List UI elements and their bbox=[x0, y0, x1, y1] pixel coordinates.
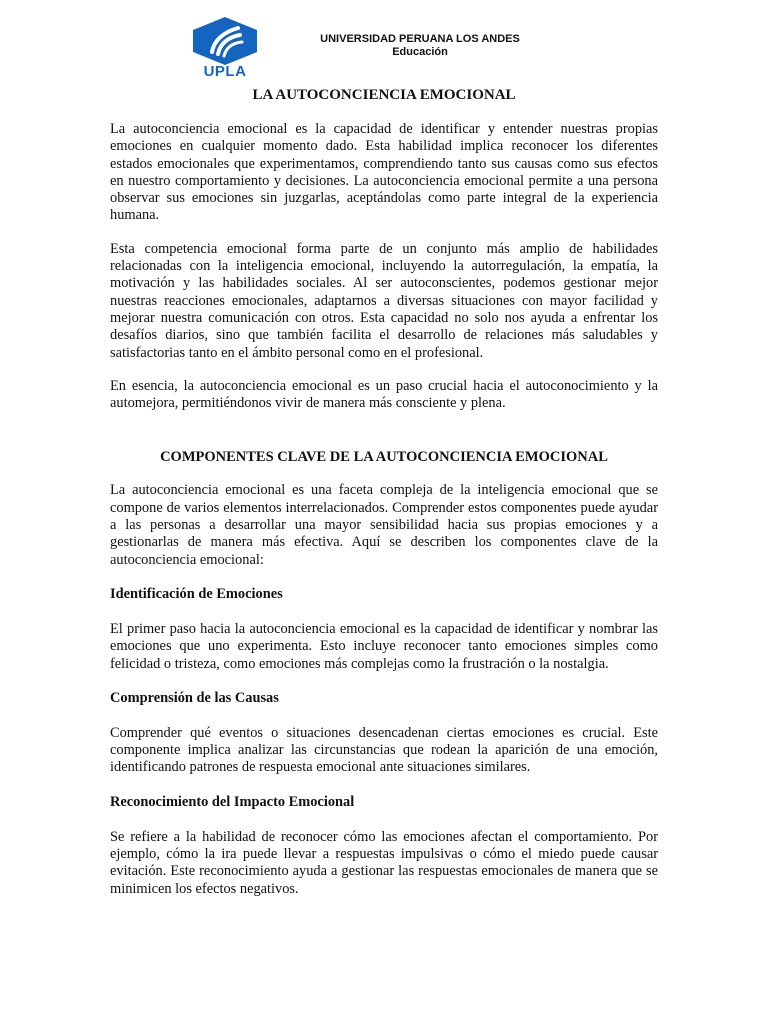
document-body bbox=[110, 121, 658, 914]
upla-logo bbox=[190, 16, 260, 82]
intro-paragraph-1: La autoconciencia emocional es la capacidad de identificar y entender nuestras propias emociones en cualquier momento dado. Esta habilidad implica reconocer los diferentes estados emocionales que experimentamos, comprendiendo tanto sus causas como sus efectos en nuestro comportamiento y decisiones. La autoconciencia emocional permite a una persona observar sus emociones sin juzgarlas, aceptándolas como parte integral de la experiencia humana. bbox=[110, 121, 658, 224]
university-header bbox=[290, 33, 550, 59]
subsection-text-impacto: Se refiere a la habilidad de reconocer cómo las emociones afectan el comportamiento. Por ejemplo, cómo la ira puede llevar a respuestas impulsivas o cómo el miedo puede causar evitación. Este reconocimiento ayuda a gestionar las respuestas emocionales de manera que se minimicen los efectos negativos. bbox=[110, 828, 658, 897]
upla-emblem-icon bbox=[190, 16, 260, 66]
subsection-heading-identificacion: Identificación de Emociones bbox=[110, 585, 283, 602]
university-name: UNIVERSIDAD PERUANA LOS ANDES bbox=[320, 33, 520, 45]
subsection-text-causas: Comprender qué eventos o situaciones desencadenan ciertas emociones es crucial. Este componente implica analizar las circunstancias que rodean la aparición de una emoción, identificando patrones de respuesta emocional ante situaciones similares. bbox=[110, 724, 658, 776]
faculty-name: Educación bbox=[392, 46, 448, 58]
logo-text: UPLA bbox=[203, 63, 247, 80]
subsection-heading-impacto: Reconocimiento del Impacto Emocional bbox=[110, 793, 355, 810]
subsection-text-identificacion: El primer paso hacia la autoconciencia emocional es la capacidad de identificar y nombrar las emociones que uno experimenta. Esto incluye reconocer tanto emociones simples como felicidad o tristeza, como emociones más complejas como la frustración o la nostalgia. bbox=[110, 620, 658, 672]
intro-paragraph-2: Esta competencia emocional forma parte de un conjunto más amplio de habilidades relacionadas con la inteligencia emocional, incluyendo la autorregulación, la empatía, la motivación y las habilidades sociales. Al ser autoconscientes, podemos gestionar mejor nuestras reacciones emocionales, adaptarnos a diversas situaciones con mayor facilidad y mejorar nuestra comunicación con otros. Esta capacidad no solo nos ayuda a enfrentar los desafíos diarios, sino que también facilita el desarrollo de relaciones más saludables y satisfactorias tanto en el ámbito personal como en el profesional. bbox=[110, 240, 658, 361]
intro-paragraph-3: En esencia, la autoconciencia emocional es un paso crucial hacia el autoconocimiento y la automejora, permitiéndonos vivir de manera más consciente y plena. bbox=[110, 377, 658, 412]
subsection-heading-causas: Comprensión de las Causas bbox=[110, 689, 279, 706]
section-title: COMPONENTES CLAVE DE LA AUTOCONCIENCIA EMOCIONAL bbox=[160, 449, 608, 466]
section-intro: La autoconciencia emocional es una faceta compleja de la inteligencia emocional que se compone de varios elementos interrelacionados. Comprender estos componentes puede ayudar a las personas a desarrollar una mayor sensibilidad hacia sus propias emociones y a gestionarlas de manera más efectiva. Aquí se describen los componentes clave de la autoconciencia emocional: bbox=[110, 482, 658, 568]
document-title: LA AUTOCONCIENCIA EMOCIONAL bbox=[252, 87, 516, 103]
